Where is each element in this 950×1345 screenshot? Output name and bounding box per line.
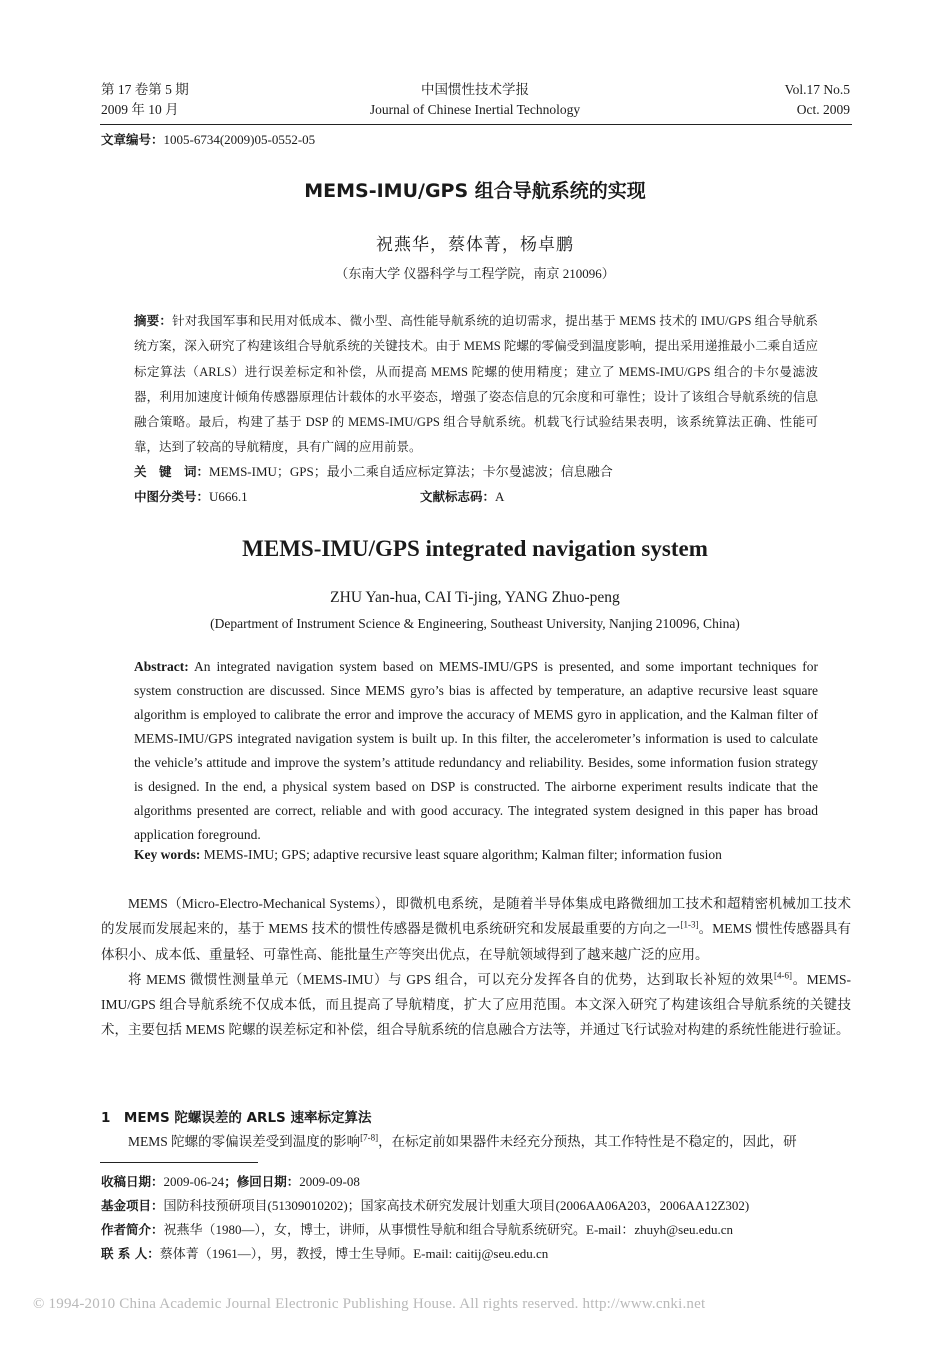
footnote-author [101, 1218, 733, 1242]
document-code [420, 487, 504, 505]
clc-number [134, 487, 248, 505]
title-cn: MEMS-IMU/GPS 组合导航系统的实现 [304, 180, 646, 202]
intro-body [101, 891, 851, 1043]
contact-text: 蔡体菁（1961—），男，教授，博士生导师。E-mail: caitij@seu.edu.cn [159, 1246, 549, 1261]
footnote-contact [101, 1242, 548, 1266]
body-text: ，在标定前如果器件未经充分预热，其工作特性是不稳定的，因此，研 [378, 1134, 797, 1149]
article-number-label: 文章编号： [101, 132, 164, 147]
header-divider [100, 124, 852, 125]
clc-value: U666.1 [209, 489, 248, 504]
body-text: 将 MEMS 微惯性测量单元（MEMS-IMU）与 GPS 组合，可以充分发挥各自的优势，达到取长补短的效果 [128, 971, 774, 987]
footnote-divider [100, 1162, 258, 1163]
abstract-en [134, 655, 818, 847]
keywords-en-text: MEMS-IMU; GPS; adaptive recursive least square algorithm; Kalman filter; information fusion [200, 847, 722, 862]
article-number-value: 1005-6734(2009)05-0552-05 [163, 132, 316, 147]
issue-date-cn: 2009 年 10 月 [101, 102, 179, 117]
clc-label: 中图分类号： [134, 489, 210, 504]
footnote-fund [101, 1194, 749, 1218]
fund-label: 基金项目： [101, 1198, 164, 1213]
authors-cn: 祝燕华，蔡体菁，杨卓鹏 [376, 235, 574, 254]
abstract-en-text: An integrated navigation system based on MEMS-IMU/GPS is presented, and some important techniques for system construction are discussed. Since MEMS gyro’s bias is affected by temperature, an adaptive recursive least square algorithm is employed to calibrate the error and improve the accuracy of MEMS gyro in application, and the Kalman filter of MEMS-IMU/GPS integrated navigation system is built up. In this filter, the accelerometer’s information is used to calculate the vehicle’s attitude and improve the system’s attitude redundancy and reliability. Besides, some information fusion strategy is designed. In the end, a physical system based on DSP is constructed. The airborne experiment results indicate that the algorithms presented are correct, reliable and with good accuracy. The integrated system designed in this paper has broad application foreground. [134, 659, 818, 842]
journal-name-en: Journal of Chinese Inertial Technology [369, 102, 581, 117]
citation: [4-6] [773, 970, 792, 981]
document-code-label: 文献标志码： [420, 489, 496, 504]
issue-date-en: Oct. 2009 [796, 102, 850, 117]
section1-body [101, 1129, 851, 1154]
journal-volume-issue [101, 80, 189, 120]
article-number [101, 130, 315, 148]
citation: [1-3] [680, 919, 699, 930]
section-heading-1: 1 MEMS 陀螺误差的 ARLS 速率标定算法 [101, 1110, 372, 1126]
author-bio-text: 祝燕华（1980—），女，博士，讲师，从事惯性导航和组合导航系统研究。E-mail：zhuyh@seu.edu.cn [163, 1222, 734, 1237]
revised-label: ；修回日期： [224, 1174, 300, 1189]
abstract-cn-label: 摘要： [134, 313, 173, 328]
keywords-cn-text: MEMS-IMU；GPS；最小二乘自适应标定算法；卡尔曼滤波；信息融合 [209, 464, 613, 479]
body-paragraph-1 [101, 891, 851, 967]
fund-text: 国防科技预研项目(51309010202)；国家高技术研究发展计划重大项目(2006AA06A203，2006AA12Z302) [163, 1198, 750, 1213]
journal-name [300, 80, 650, 120]
title-en: MEMS-IMU/GPS integrated navigation system [242, 536, 708, 561]
copyright-watermark: © 1994-2010 China Academic Journal Electronic Publishing House. All rights reserved. http://www.cnki.net [33, 1296, 706, 1312]
keywords-cn-label: 关 键 词： [134, 464, 210, 479]
abstract-cn-text: 针对我国军事和民用对低成本、微小型、高性能导航系统的迫切需求，提出基于 MEMS 技术的 IMU/GPS 组合导航系统方案，深入研究了构建该组合导航系统的关键技术。由于 MEMS 陀螺的零偏受到温度影响，提出采用递推最小二乘自适应标定算法（ARLS）进行误差标定和补偿，从而提高 MEMS 陀螺的使用精度；建立了 MEMS-IMU/GPS 组合的卡尔曼滤波器，利用加速度计倾角传感器原理估计载体的水平姿态，增强了姿态信息的冗余度和可靠性；设计了该组合导航系统的信息融合策略。最后，构建了基于 DSP 的 MEMS-IMU/GPS 组合导航系统。机载飞行试验结果表明，该系统算法正确、性能可靠，达到了较高的导航精度，具有广阔的应用前景。 [134, 314, 818, 455]
abstract-cn [134, 308, 818, 461]
affiliation-en: (Department of Instrument Science & Engineering, Southeast University, Nanjing 210096, China) [210, 616, 740, 631]
journal-volume-en [785, 80, 850, 120]
journal-name-cn: 中国惯性技术学报 [421, 82, 529, 97]
keywords-en-label: Key words: [134, 847, 201, 862]
volume-en: Vol.17 No.5 [784, 82, 850, 97]
revised-date: 2009-09-08 [299, 1174, 360, 1189]
body-text: 。MEMS-IMU/GPS 组合导航系统不仅成本低，而且提高了导航精度，扩大了应用范围。本文深入研究了构建该组合导航系统的关键技术，主要包括 MEMS 陀螺的误差标定和补偿，组合导航系统的信息融合方法等，并通过飞行试验对构建的系统性能进行验证。 [101, 971, 851, 1038]
received-label: 收稿日期： [101, 1174, 164, 1189]
authors-en: ZHU Yan-hua, CAI Ti-jing, YANG Zhuo-peng [330, 589, 620, 606]
received-date: 2009-06-24 [163, 1174, 225, 1189]
keywords-cn [134, 461, 613, 480]
body-paragraph-2 [101, 967, 851, 1043]
footnote-dates [101, 1170, 360, 1194]
contact-label: 联 系 人： [101, 1246, 160, 1261]
citation: [7-8] [360, 1132, 379, 1143]
author-bio-label: 作者简介： [101, 1222, 164, 1237]
volume-issue: 第 17 卷第 5 期 [101, 82, 189, 97]
keywords-en [134, 847, 722, 863]
body-text: MEMS 陀螺的零偏误差受到温度的影响 [128, 1134, 361, 1149]
body-text: 。MEMS 惯性传感器具有体积小、成本低、重量轻、可靠性高、能批量生产等突出优点，在导航领域得到了越来越广泛的应用。 [101, 921, 852, 962]
body-paragraph-3 [101, 1129, 851, 1154]
body-text: MEMS（Micro-Electro-Mechanical Systems），即微机电系统，是随着半导体集成电路微细加工技术和超精密机械加工技术的发展而发展起来的，基于 MEMS 技术的惯性传感器是微机电系统研究和发展最重要的方向之一 [101, 896, 851, 937]
document-code-value: A [495, 489, 505, 504]
affiliation-cn: （东南大学 仪器科学与工程学院，南京 210096） [335, 266, 615, 281]
abstract-en-label: Abstract: [134, 659, 189, 674]
